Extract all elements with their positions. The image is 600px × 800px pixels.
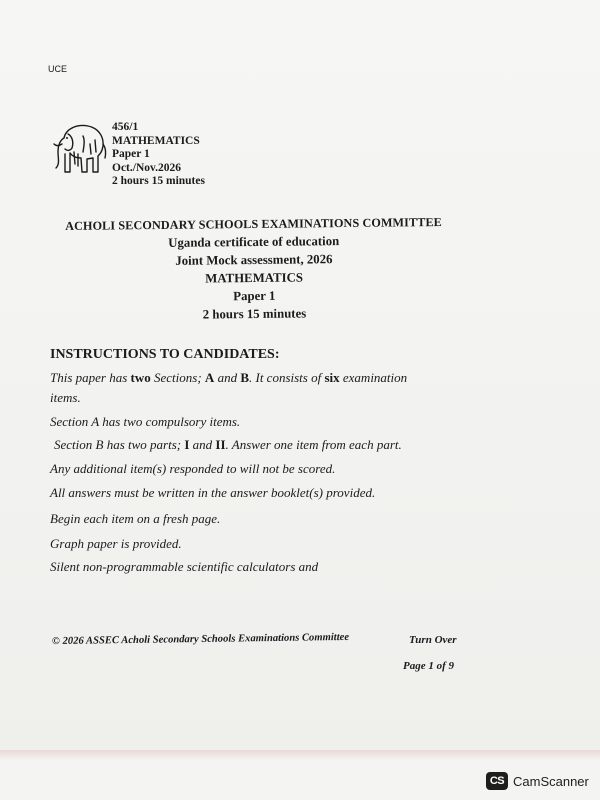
instr-text: . It consists of <box>248 370 325 385</box>
paper-code: 456/1 <box>112 121 139 133</box>
instr-bold: II <box>215 437 226 452</box>
assessment-name: Joint Mock assessment, 2026 <box>175 252 333 268</box>
paper-info <box>112 121 205 189</box>
header-paper: Paper 1 <box>233 288 276 304</box>
paper-number: Paper 1 <box>112 148 150 161</box>
instruction-line-2: Section A has two compulsory items. <box>50 414 241 429</box>
certificate-name: Uganda certificate of education <box>168 234 340 250</box>
instruction-line-4: Any additional item(s) responded to will not be scored. <box>50 461 336 476</box>
instr-bold: I <box>184 437 190 452</box>
instruction-line-8: Silent non-programmable scientific calculators and <box>50 559 319 574</box>
instr-text: and <box>214 370 241 385</box>
paper-edge <box>0 750 600 760</box>
instructions-title: INSTRUCTIONS TO CANDIDATES: <box>50 347 280 362</box>
instruction-line-5: All answers must be written in the answer booklet(s) provided. <box>50 485 376 500</box>
instr-text: Sections; <box>150 370 205 385</box>
camscanner-label: CamScanner <box>513 773 589 789</box>
uce-label: UCE <box>48 64 68 74</box>
camscanner-watermark <box>486 772 589 790</box>
header-subject: MATHEMATICS <box>205 270 303 286</box>
header-duration: 2 hours 15 minutes <box>202 306 307 322</box>
instr-bold: A <box>204 370 215 385</box>
instr-text: This paper has <box>50 370 131 385</box>
instr-text: examination <box>339 370 408 385</box>
paper-subject: MATHEMATICS <box>112 134 200 147</box>
copyright-notice: © 2026 ASSEC Acholi Secondary Schools Examinations Committee <box>51 631 350 648</box>
exam-header <box>0 212 509 325</box>
instruction-line-6: Begin each item on a fresh page. <box>50 511 221 526</box>
instruction-line-7: Graph paper is provided. <box>50 536 182 551</box>
camscanner-icon: CS <box>486 772 508 790</box>
instr-text: . Answer one item from each part. <box>225 437 402 452</box>
elephant-logo-icon <box>50 118 108 178</box>
committee-name: ACHOLI SECONDARY SCHOOLS EXAMINATIONS COMMITTEE <box>65 215 442 233</box>
instruction-line-1-cont: items. <box>50 390 81 405</box>
instr-text: Section B has two parts; <box>54 437 185 452</box>
paper-duration: 2 hours 15 minutes <box>112 175 205 188</box>
paper-session: Oct./Nov.2026 <box>112 161 181 174</box>
instr-bold: two <box>130 370 151 385</box>
page-number: Page 1 of 9 <box>403 660 455 672</box>
instr-text: and <box>189 437 216 452</box>
instr-bold: six <box>324 370 340 385</box>
instruction-line-1 <box>50 370 407 386</box>
turn-over-label: Turn Over <box>409 634 457 646</box>
instruction-line-3 <box>54 437 402 453</box>
instr-bold: B <box>240 370 249 385</box>
